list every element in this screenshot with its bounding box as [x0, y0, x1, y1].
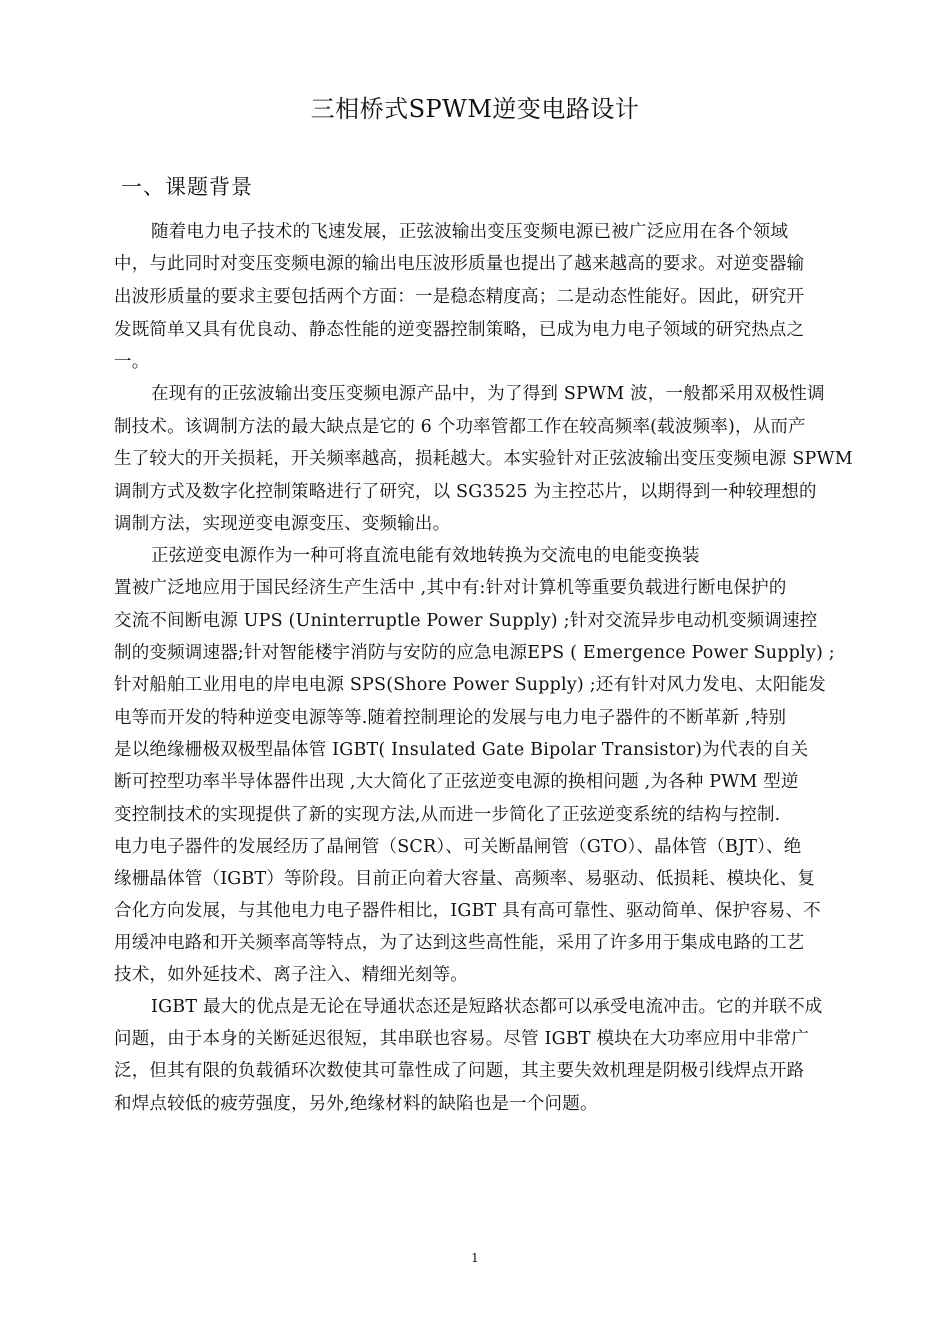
- paragraph-line: 用缓冲电路和开关频率高等特点，为了达到这些高性能，采用了许多用于集成电路的工艺: [114, 933, 805, 953]
- paragraph-line: 调制方式及数字化控制策略进行了研究，以 SG3525 为主控芯片，以期得到一种较理想的: [114, 482, 817, 502]
- paragraph-line: 电力电子器件的发展经历了晶闸管（SCR）、可关断晶闸管（GTO）、晶体管（BJT）、绝: [114, 837, 802, 857]
- paragraph-line: 断可控型功率半导体器件出现 ,大大简化了正弦逆变电源的换相问题 ,为各种 PWM 型逆: [114, 772, 799, 792]
- page-number: 1: [471, 1251, 479, 1265]
- paragraph-line: 变控制技术的实现提供了新的实现方法,从而进一步简化了正弦逆变系统的结构与控制.: [114, 805, 781, 825]
- paragraph-line: 和焊点较低的疲劳强度，另外,绝缘材料的缺陷也是一个问题。: [114, 1094, 598, 1114]
- section-heading: 一、课题背景: [121, 175, 253, 199]
- paragraph-line: 技术，如外延技术、离子注入、精细光刻等。: [114, 965, 468, 985]
- paragraph-line: 中，与此同时对变压变频电源的输出电压波形质量也提出了越来越高的要求。对逆变器输: [114, 254, 805, 274]
- paragraph-line: 合化方向发展，与其他电力电子器件相比，IGBT 具有高可靠性、驱动简单、保护容易、不: [114, 901, 821, 921]
- paragraph-line: 置被广泛地应用于国民经济生产生活中 ,其中有:针对计算机等重要负载进行断电保护的: [114, 578, 787, 598]
- paragraph-line: 交流不间断电源 UPS (Uninterruptle Power Supply) ;针对交流异步电动机变频调速控: [114, 611, 818, 631]
- paragraph-line: 缘栅晶体管（IGBT）等阶段。目前正向着大容量、高频率、易驱动、低损耗、模块化、复: [114, 869, 816, 889]
- paragraph-line: 随着电力电子技术的飞速发展，正弦波输出变压变频电源已被广泛应用在各个领域: [151, 222, 789, 242]
- paragraph-line: 是以绝缘栅极双极型晶体管 IGBT( Insulated Gate Bipolar Transistor)为代表的自关: [114, 740, 809, 760]
- paragraph-line: IGBT 最大的优点是无论在导通状态还是短路状态都可以承受电流冲击。它的并联不成: [151, 997, 823, 1017]
- paragraph-line: 出波形质量的要求主要包括两个方面：一是稳态精度高；二是动态性能好。因此，研究开: [114, 287, 805, 307]
- paragraph-line: 一。: [114, 352, 150, 372]
- paragraph-line: 正弦逆变电源作为一种可将直流电能有效地转换为交流电的电能变换装: [151, 546, 700, 566]
- paragraph-line: 制的变频调速器;针对智能楼宇消防与安防的应急电源EPS ( Emergence Power Supply) ;: [114, 643, 835, 663]
- document-title: 三相桥式SPWM逆变电路设计: [310, 95, 640, 123]
- paragraph-line: 问题，由于本身的关断延迟很短，其串联也容易。尽管 IGBT 模块在大功率应用中非常广: [114, 1029, 809, 1049]
- paragraph-line: 针对船舶工业用电的岸电电源 SPS(Shore Power Supply) ;还有针对风力发电、太阳能发: [114, 675, 826, 695]
- paragraph-line: 调制方法，实现逆变电源变压、变频输出。: [114, 514, 451, 534]
- paragraph-line: 制技术。该调制方法的最大缺点是它的 6 个功率管都工作在较高频率(载波频率)，从而产: [114, 417, 806, 437]
- paragraph-line: 在现有的正弦波输出变压变频电源产品中，为了得到 SPWM 波，一般都采用双极性调: [151, 384, 825, 404]
- paragraph-line: 泛，但其有限的负载循环次数使其可靠性成了问题，其主要失效机理是阴极引线焊点开路: [114, 1061, 805, 1081]
- paragraph-line: 生了较大的开关损耗，开关频率越高，损耗越大。本实验针对正弦波输出变压变频电源 SPWM: [114, 449, 853, 469]
- paragraph-line: 电等而开发的特种逆变电源等等.随着控制理论的发展与电力电子器件的不断革新 ,特别: [114, 708, 787, 728]
- paragraph-line: 发既简单又具有优良动、静态性能的逆变器控制策略，已成为电力电子领域的研究热点之: [114, 320, 805, 340]
